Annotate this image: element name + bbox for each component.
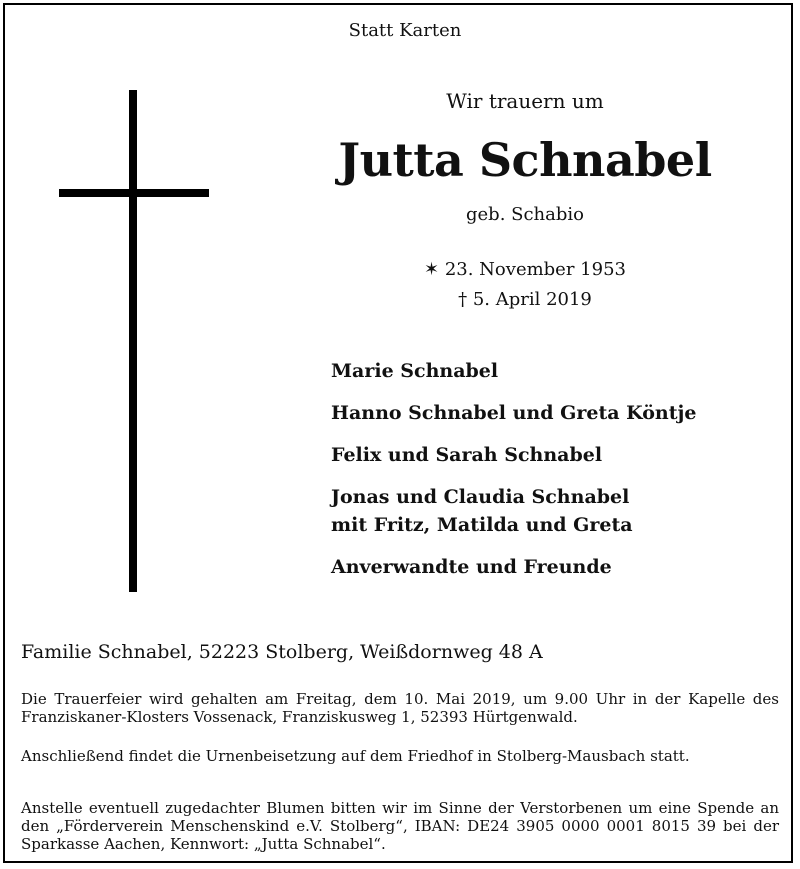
mourner-line: Felix und Sarah Schnabel xyxy=(331,444,603,466)
deceased-name: Jutta Schnabel xyxy=(338,133,712,187)
family-address: Familie Schnabel, 52223 Stolberg, Weißdornweg 48 A xyxy=(21,641,543,663)
mourner-group xyxy=(331,399,781,427)
donation-paragraph: Anstelle eventuell zugedachter Blumen bitten wir im Sinne der Verstorbenen um eine Spende an den „Förderverein Menschenskind e.V. Stolberg“, IBAN: DE24 3905 0000 0001 8015 39 bei der Sparkasse Aachen, Kennwort: „Jutta Schnabel“. xyxy=(21,799,779,853)
mourners-list xyxy=(331,357,781,595)
mourner-group xyxy=(331,553,781,581)
obituary-notice xyxy=(3,3,793,863)
header-text: Statt Karten xyxy=(348,20,462,41)
funeral-service-paragraph: Die Trauerfeier wird gehalten am Freitag, dem 10. Mai 2019, um 9.00 Uhr in der Kapelle des Franziskaner-Klosters Vossenack, Franziskusweg 1, 52393 Hürtgenwald. xyxy=(21,690,779,726)
cross-icon xyxy=(129,90,137,592)
birth-name: geb. Schabio xyxy=(466,204,584,225)
mourner-line: mit Fritz, Matilda und Greta xyxy=(331,514,633,536)
mourner-group xyxy=(331,441,781,469)
intro-text: Wir trauern um xyxy=(446,89,604,113)
birth-date: ✶ 23. November 1953 xyxy=(424,259,626,280)
mourner-line: Marie Schnabel xyxy=(331,360,499,382)
cross-icon-bar xyxy=(59,189,209,197)
mourner-group xyxy=(331,483,781,539)
mourner-group xyxy=(331,357,781,385)
mourner-line: Jonas und Claudia Schnabel xyxy=(331,486,630,508)
urn-burial-paragraph: Anschließend findet die Urnenbeisetzung auf dem Friedhof in Stolberg-Mausbach statt. xyxy=(21,747,690,765)
mourner-line: Hanno Schnabel und Greta Köntje xyxy=(331,402,697,424)
death-date: † 5. April 2019 xyxy=(458,289,592,310)
mourner-line: Anverwandte und Freunde xyxy=(331,556,612,578)
